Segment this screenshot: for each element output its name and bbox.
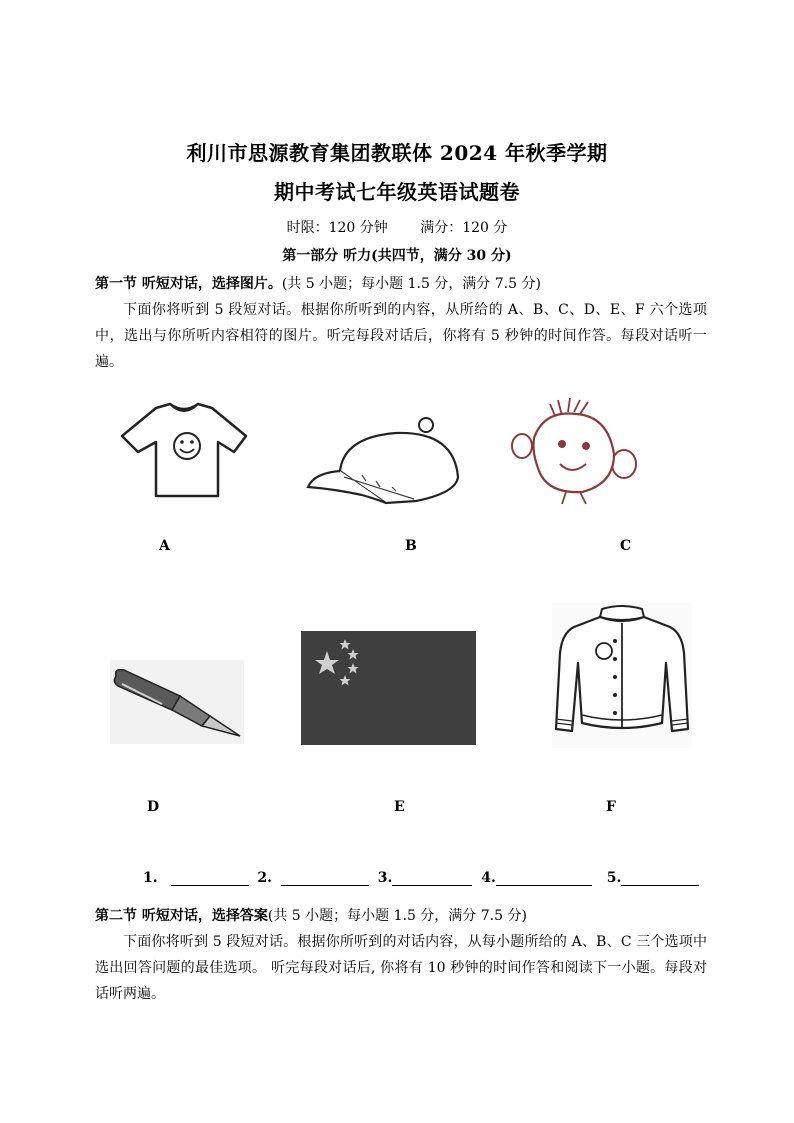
full-score: 满分：120 分 — [420, 220, 508, 236]
answer-blanks — [143, 870, 703, 886]
exam-title-line1: 利川市思源教育集团教联体 2024 年秋季学期 — [186, 141, 608, 165]
flag-icon — [301, 631, 476, 745]
option-label-e: E — [394, 799, 405, 815]
answer-number: 3. — [377, 870, 393, 886]
answer-blank-2[interactable] — [281, 871, 369, 886]
cap-icon — [304, 415, 464, 511]
answer-number: 5. — [606, 870, 622, 886]
exam-meta — [0, 217, 794, 237]
jacket-icon — [552, 603, 692, 748]
section1-heading — [95, 273, 541, 293]
tshirt-icon — [118, 400, 250, 500]
option-label-f: F — [606, 799, 616, 815]
time-limit: 时限：120 分钟 — [286, 220, 388, 236]
pen-icon — [110, 660, 244, 744]
option-label-c: C — [620, 538, 632, 554]
option-label-a: A — [159, 538, 170, 554]
answer-number: 4. — [481, 870, 496, 886]
section2-heading — [95, 905, 527, 925]
section1-instructions: 下面你将听到 5 段短对话。根据你所听到的内容，从所给的 A、B、C、D、E、F 六个选项中，选出与你所听内容相符的图片。听完每段对话后，你将有 5 秒钟的时间作答。每段对话听一遍。 — [95, 302, 707, 370]
answer-number: 1. — [143, 870, 158, 886]
part-one-heading: 第一部分 听力(共四节，满分 30 分) — [282, 248, 512, 264]
section2-note: (共 5 小题；每小题 1.5 分，满分 7.5 分) — [267, 908, 527, 924]
answer-blank-3[interactable] — [392, 871, 472, 886]
section2-title: 第二节 听短对话，选择答案 — [95, 908, 268, 924]
answer-blank-4[interactable] — [496, 871, 592, 886]
answer-number: 2. — [257, 870, 272, 886]
section1-note: (共 5 小题；每小题 1.5 分，满分 7.5 分) — [281, 276, 541, 292]
answer-blank-1[interactable] — [171, 871, 249, 886]
exam-title-line2: 期中考试七年级英语试题卷 — [274, 180, 520, 204]
answer-blank-5[interactable] — [621, 871, 699, 886]
option-label-d: D — [147, 799, 160, 815]
option-label-b: B — [405, 538, 417, 554]
cartoon-face-icon — [510, 398, 640, 508]
section2-instructions: 下面你将听到 5 段短对话。根据你所听到的对话内容，从每小题所给的 A、B、C 三个选项中选出回答问题的最佳选项。 听完每段对话后, 你将有 10 秒钟的时间作答和阅读下一小题。每段对话听两遍。 — [95, 934, 707, 1002]
section1-title: 第一节 听短对话，选择图片。 — [95, 276, 282, 292]
